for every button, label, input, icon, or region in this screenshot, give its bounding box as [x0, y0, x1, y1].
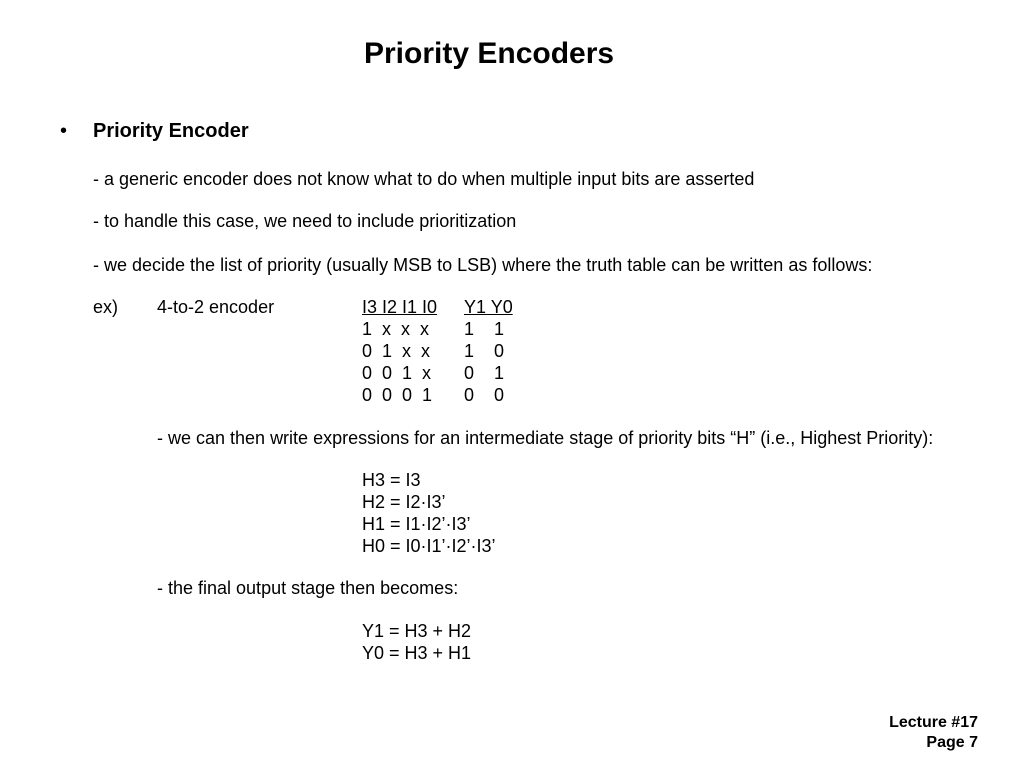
bullet-dot: •: [60, 120, 68, 142]
truth-table-inputs-header: I3 I2 I1 I0: [362, 297, 438, 317]
truth-table-row-inputs: 1 x x x: [362, 319, 430, 339]
y-equation: Y1 = H3 + H2: [362, 621, 472, 641]
footer-page-number: Page 7: [926, 734, 978, 751]
point-prioritization: - to handle this case, we need to include prioritization: [93, 211, 517, 231]
h-equation: H1 = I1·I2’·I3’: [362, 514, 471, 534]
footer-lecture: Lecture #17: [889, 714, 978, 731]
y-equation: Y0 = H3 + H1: [362, 643, 472, 663]
truth-table-row-outputs: 0 0: [464, 385, 505, 405]
truth-table-outputs-header: Y1 Y0: [464, 297, 513, 317]
slide-title: Priority Encoders: [364, 37, 615, 70]
h-equation: H2 = I2·I3’: [362, 492, 446, 512]
truth-table-row-outputs: 1 1: [464, 319, 505, 339]
h-equation: H0 = I0·I1’·I2’·I3’: [362, 536, 496, 556]
bullet-heading: Priority Encoder: [93, 120, 249, 142]
point-generic-encoder: - a generic encoder does not know what to do when multiple input bits are asserted: [93, 169, 755, 189]
truth-table-row-inputs: 0 0 0 1: [362, 385, 433, 405]
h-equation: H3 = I3: [362, 470, 421, 490]
truth-table-row-inputs: 0 1 x x: [362, 341, 431, 361]
point-truth-table-intro: - we decide the list of priority (usually MSB to LSB) where the truth table can be written as follows:: [93, 255, 873, 275]
truth-table-row-outputs: 1 0: [464, 341, 505, 361]
example-name: 4-to-2 encoder: [157, 297, 275, 317]
truth-table-row-inputs: 0 0 1 x: [362, 363, 432, 383]
truth-table-row-outputs: 0 1: [464, 363, 505, 383]
final-output-note: - the final output stage then becomes:: [157, 578, 459, 598]
example-label: ex): [93, 297, 119, 317]
intermediate-stage-note: - we can then write expressions for an intermediate stage of priority bits “H” (i.e., Highest Priority):: [157, 428, 934, 448]
